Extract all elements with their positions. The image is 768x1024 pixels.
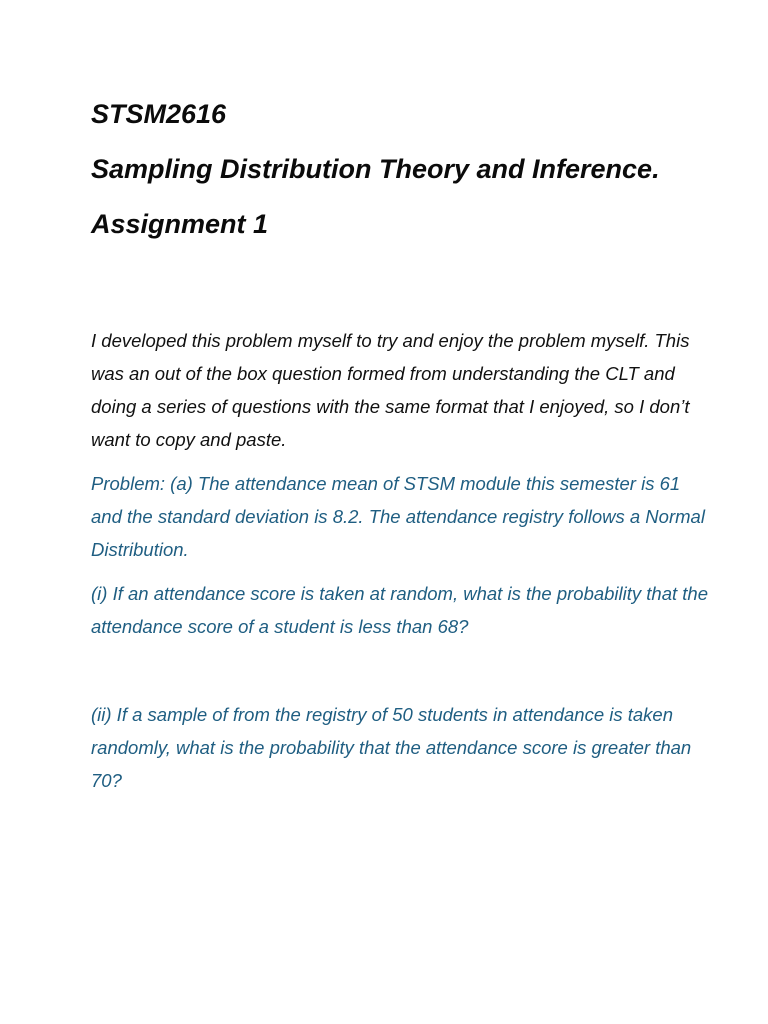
course-title: Sampling Distribution Theory and Inference. [91, 154, 660, 184]
intro-paragraph: I developed this problem myself to try and enjoy the problem myself. This was an out of the box question formed from understanding the CLT and doing a series of questions with the same format that I enjoyed, so I don’t want to copy and paste. [91, 330, 690, 450]
problem-i: (i) If an attendance score is taken at random, what is the probability that the attendance score of a student is less than 68? [91, 583, 709, 637]
assignment-title: Assignment 1 [91, 209, 269, 239]
problem-a: Problem: (a) The attendance mean of STSM module this semester is 61 and the standard deviation is 8.2. The attendance registry follows a Normal Distribution. [91, 473, 705, 560]
course-code: STSM2616 [91, 99, 227, 129]
problem-ii: (ii) If a sample of from the registry of 50 students in attendance is taken randomly, what is the probability that the attendance score is greater than 70? [91, 704, 692, 791]
